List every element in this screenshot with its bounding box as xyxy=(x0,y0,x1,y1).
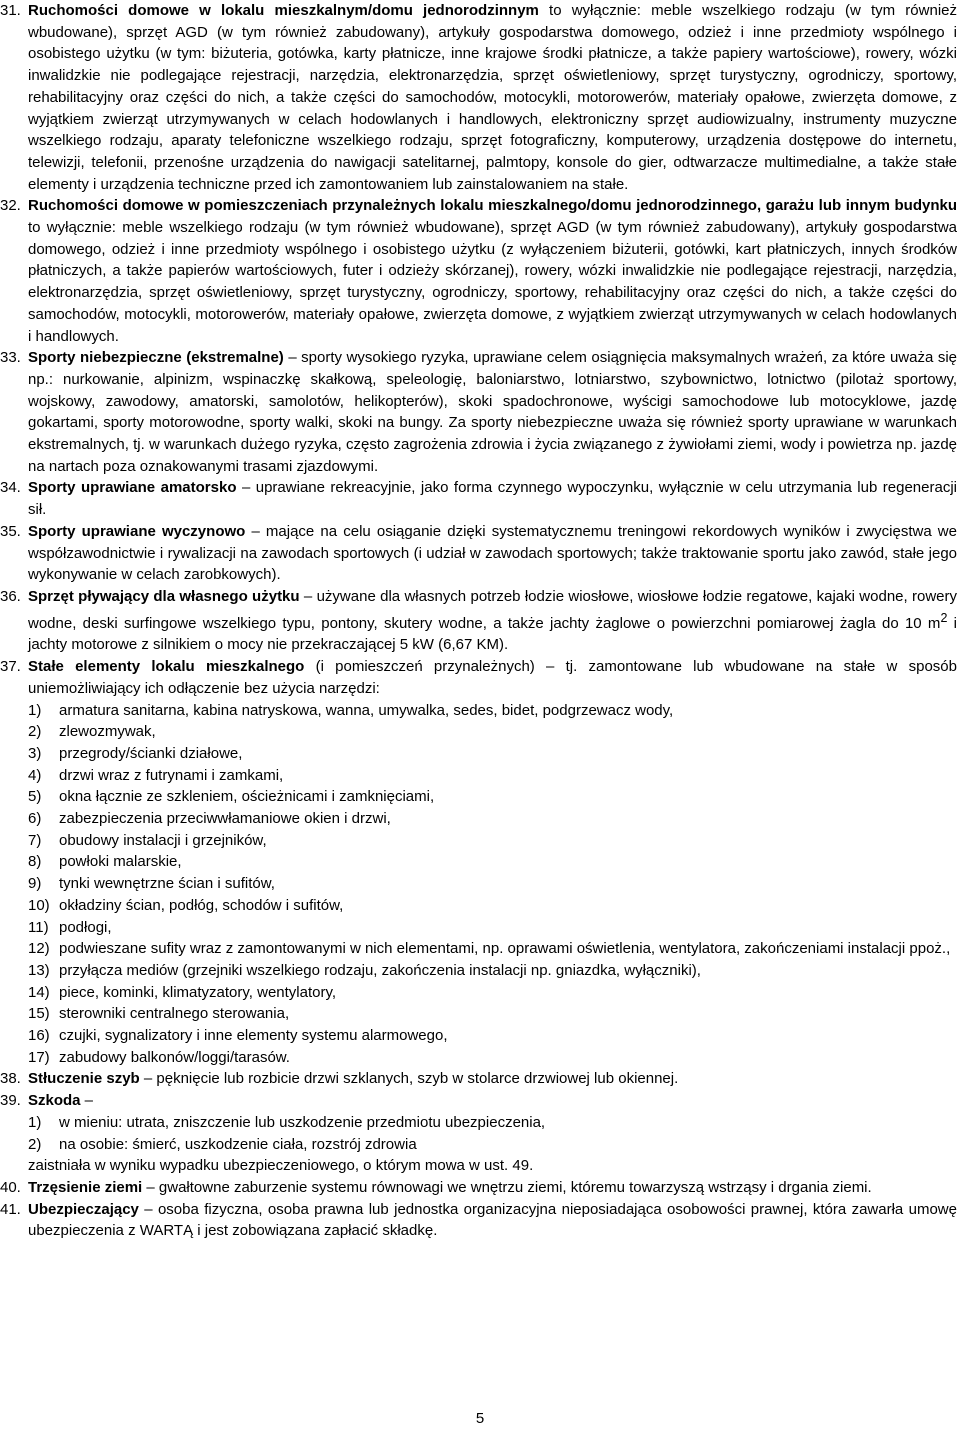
list-number: 16) xyxy=(28,1027,50,1045)
list-item xyxy=(28,786,957,808)
item-text xyxy=(28,1090,957,1177)
list-text: sterowniki centralnego sterowania, xyxy=(59,1005,290,1023)
term: Stłuczenie szyb xyxy=(28,1070,140,1088)
list-number: 12) xyxy=(28,940,50,958)
list-text: tynki wewnętrzne ścian i sufitów, xyxy=(59,875,275,893)
list-number: 7) xyxy=(28,831,42,849)
list-text: obudowy instalacji i grzejników, xyxy=(59,831,267,849)
list-text: czujki, sygnalizatory i inne elementy systemu alarmowego, xyxy=(59,1027,448,1045)
list-text: w mieniu: utrata, zniszczenie lub uszkodzenie przedmiotu ubezpieczenia, xyxy=(59,1113,546,1131)
term: Trzęsienie ziemi xyxy=(28,1178,143,1196)
list-item xyxy=(28,917,957,939)
item-text xyxy=(28,586,957,656)
item-text xyxy=(28,1199,957,1242)
definition-38 xyxy=(0,1068,960,1090)
definition-37 xyxy=(0,656,960,1068)
list-number: 13) xyxy=(28,961,50,979)
definition: – sporty wysokiego ryzyka, uprawiane celem osiągnięcia maksymalnych wrażeń, za które uważa się np.: nurkowanie, alpinizm, wspinaczkę skałkową, speleologię, baloniarstwo, lotniarstwo, szybownictwo, lotnictwo (pilotaż sportowy, wojskowy, zawodowy, amatorski, samolotów, helikopterów), skoki spadochronowe, wyścigi samochodowe lub motocyklowe, jazdę gokartami, sporty motorowodne, sporty walki, skoki na bungy. Za sporty niebezpieczne uważa się również sporty uprawiane w warunkach ekstremalnych, tj. w warunkach dużego ryzyka, często zagrożenia zdrowia i życia związanego z żywiołami ziemi, wody i powietrza np. jazdę na nartach poza oznakowanymi trasami zjazdowymi. xyxy=(28,349,957,475)
definition-31 xyxy=(0,0,960,195)
list-text: na osobie: śmierć, uszkodzenie ciała, rozstrój zdrowia xyxy=(59,1135,417,1153)
list-item xyxy=(28,851,957,873)
list-text: okna łącznie ze szkleniem, ościeżnicami i zamknięciami, xyxy=(59,788,435,806)
item-number: 40. xyxy=(0,1178,21,1196)
term: Ubezpieczający xyxy=(28,1200,139,1218)
list-item xyxy=(28,1047,957,1069)
definition-39 xyxy=(0,1090,960,1177)
list-item xyxy=(28,895,957,917)
sub-list xyxy=(28,700,957,1069)
list-number: 9) xyxy=(28,875,42,893)
definition: to wyłącznie: meble wszelkiego rodzaju (w tym również wbudowane), sprzęt AGD (w tym również zabudowany), artykuły gospodarstwa domowego, odzież i inne przedmioty wspólnego i osobistego użytku (z wyłączeniem biżuterii, gotówki, kart płatniczych, innych środków płatniczych, a także papierów wartościowych, futer i odzieży skórzanej), rowery, wózki inwalidzkie nie podlegające rejestracji, narzędzia, elektronarzędzia, sprzęt oświetleniowy, sprzęt turystyczny, ogrodniczy, sportowy, rehabilitacyjny oraz części do nich, a także części do samochodów, motocykli, motorowerów, materiały opałowe, zwierzęta domowe, z wyjątkiem zwierząt utrzymywanych w celach hodowlanych i handlowych. xyxy=(28,219,957,345)
definition: – osoba fizyczna, osoba prawna lub jednostka organizacyjna nieposiadająca osobowości prawnej, która zawarła umowę ubezpieczenia z WARTĄ i jest zobowiązana zapłacić składkę. xyxy=(28,1200,957,1240)
item-text xyxy=(28,195,957,347)
term: Sprzęt pływający dla własnego użytku xyxy=(28,587,300,605)
list-item xyxy=(28,873,957,895)
list-number: 2) xyxy=(28,723,42,741)
definition-trailer: zaistniała w wyniku wypadku ubezpieczeniowego, o którym mowa w ust. 49. xyxy=(28,1157,534,1175)
definition: – używane dla własnych potrzeb łodzie wiosłowe, wiosłowe łodzie regatowe, kajaki wodne, rowery wodne, deski surfingowe wszelkiego typu, pontony, skutery wodne, a także jachty żaglowe o powierzchni pomiarowej żagla do 10 m xyxy=(28,587,958,632)
definition-40 xyxy=(0,1177,960,1199)
item-number: 32. xyxy=(0,197,21,215)
list-number: 8) xyxy=(28,853,42,871)
item-text xyxy=(28,477,957,520)
item-number: 38. xyxy=(0,1070,21,1088)
list-item xyxy=(28,1112,957,1134)
list-number: 5) xyxy=(28,788,42,806)
list-number: 3) xyxy=(28,744,42,762)
list-item xyxy=(28,982,957,1004)
item-number: 36. xyxy=(0,587,21,605)
item-text xyxy=(28,1068,957,1090)
definition-41 xyxy=(0,1199,960,1242)
definition: – uprawiane rekreacyjnie, jako forma czynnego wypoczynku, wyłącznie w celu utrzymania lub regeneracji sił. xyxy=(28,479,957,519)
list-number: 4) xyxy=(28,766,42,784)
list-item xyxy=(28,938,957,960)
list-number: 1) xyxy=(28,701,42,719)
definition: – pęknięcie lub rozbicie drzwi szklanych, szyb w stolarce drzwiowej lub okiennej. xyxy=(139,1070,679,1088)
term: Sporty uprawiane wyczynowo xyxy=(28,522,246,540)
list-item xyxy=(28,1025,957,1047)
term: Ruchomości domowe w lokalu mieszkalnym/domu jednorodzinnym xyxy=(28,2,539,19)
list-text: powłoki malarskie, xyxy=(59,853,182,871)
list-item xyxy=(28,721,957,743)
superscript: 2 xyxy=(940,610,948,625)
definition-33 xyxy=(0,347,960,477)
list-number: 14) xyxy=(28,983,50,1001)
definition-32 xyxy=(0,195,960,347)
list-text: zlewozmywak, xyxy=(59,723,156,741)
list-text: okładziny ścian, podłóg, schodów i sufitów, xyxy=(59,896,344,914)
list-text: zabudowy balkonów/loggi/tarasów. xyxy=(59,1048,290,1066)
list-number: 6) xyxy=(28,810,42,828)
list-item xyxy=(28,808,957,830)
term: Sporty niebezpieczne (ekstremalne) xyxy=(28,349,284,367)
list-text: podwieszane sufity wraz z zamontowanymi w nich elementami, np. oprawami oświetlenia, wentylatora, zakończeniami instalacji ppoż., xyxy=(59,940,951,958)
list-item xyxy=(28,1003,957,1025)
list-item xyxy=(28,743,957,765)
item-number: 37. xyxy=(0,658,21,676)
page-number: 5 xyxy=(475,1410,485,1427)
item-text xyxy=(28,347,957,477)
definition: – mające na celu osiąganie dzięki systematycznemu treningowi rekordowych wyników i zwycięstwa we współzawodnictwie i rywalizacji na zawodach sportowych (i udział w zawodach sportowych; także traktowanie sportu jako zawód, stałe jego wykonywanie w celach zarobkowych). xyxy=(28,522,957,584)
item-number: 39. xyxy=(0,1092,21,1110)
list-item xyxy=(28,830,957,852)
list-number: 17) xyxy=(28,1048,50,1066)
list-item xyxy=(28,765,957,787)
list-text: zabezpieczenia przeciwwłamaniowe okien i drzwi, xyxy=(59,810,391,828)
list-number: 2) xyxy=(28,1135,42,1153)
list-number: 11) xyxy=(28,918,49,936)
list-number: 15) xyxy=(28,1005,50,1023)
list-text: armatura sanitarna, kabina natryskowa, wanna, umywalka, sedes, bidet, podgrzewacz wody, xyxy=(59,701,674,719)
sub-list xyxy=(28,1112,957,1155)
item-text xyxy=(28,1177,957,1199)
list-text: przegrody/ścianki działowe, xyxy=(59,744,243,762)
item-number: 33. xyxy=(0,349,21,367)
term: Ruchomości domowe w pomieszczeniach przynależnych lokalu mieszkalnego/domu jednorodzinnego, garażu lub innym budynku xyxy=(28,197,957,215)
item-number: 34. xyxy=(0,479,21,497)
list-number: 1) xyxy=(28,1113,42,1131)
term: Szkoda xyxy=(28,1092,81,1110)
definition-34 xyxy=(0,477,960,520)
definition-continued: i jachty motorowe z silnikiem o mocy nie przekraczającej 5 kW (6,67 KM). xyxy=(28,614,958,654)
definition: (i pomieszczeń przynależnych) – tj. zamontowane lub wbudowane na stałe w sposób uniemożliwiający ich odłączenie bez użycia narzędzi: xyxy=(28,658,957,697)
term: Stałe elementy lokalu mieszkalnego xyxy=(28,658,305,676)
term: Sporty uprawiane amatorsko xyxy=(28,479,237,497)
list-item xyxy=(28,1134,957,1156)
list-text: podłogi, xyxy=(59,918,112,936)
definition: to wyłącznie: meble wszelkiego rodzaju (w tym również wbudowane), sprzęt AGD (w tym również zabudowany), artykuły gospodarstwa domowego, odzież i inne przedmioty wspólnego i osobistego użytku (w tym: biżuteria, gotówka, karty płatnicze, inne krajowe środki płatnicze, a także papiery wartościowe), rowery, wózki inwalidzkie nie podlegające rejestracji, narzędzia, elektronarzędzia, sprzęt oświetleniowy, sprzęt turystyczny, ogrodniczy, sportowy, rehabilitacyjny oraz części do nich, a także części do samochodów, motocykli, motorowerów, materiały opałowe, zwierzęta domowe, z wyjątkiem zwierząt utrzymywanych w celach hodowlanych i handlowych, elektroniczny sprzęt audiowizualny, instrumenty muzyczne wszelkiego rodzaju, aparaty telefoniczne wszelkiego rodzaju, sprzęt fotograficzny, komputerowy, urządzenia dostępowe do internetu, telewizji, telefonii, przenośne urządzenia do nawigacji satelitarnej, palmtopy, konsole do gier, odtwarzacze multimedialne, a także stałe elementy i urządzenia techniczne przed ich zamontowaniem lub zainstalowaniem na stałe. xyxy=(28,2,957,193)
definition-35 xyxy=(0,521,960,586)
definition: – xyxy=(80,1092,94,1110)
list-text: piece, kominki, klimatyzatory, wentylatory, xyxy=(59,983,337,1001)
list-number: 10) xyxy=(28,896,50,914)
item-number: 31. xyxy=(0,2,21,19)
list-text: drzwi wraz z futrynami i zamkami, xyxy=(59,766,284,784)
item-text xyxy=(28,656,957,1068)
definition: – gwałtowne zaburzenie systemu równowagi we wnętrzu ziemi, któremu towarzyszą wstrząsy i drgania ziemi. xyxy=(142,1178,872,1196)
definition-36 xyxy=(0,586,960,656)
item-text xyxy=(28,521,957,586)
list-text: przyłącza mediów (grzejniki wszelkiego rodzaju, zakończenia instalacji np. gniazdka, wyłączniki), xyxy=(59,961,701,979)
item-text xyxy=(28,0,957,195)
list-item xyxy=(28,700,957,722)
item-number: 41. xyxy=(0,1200,21,1218)
list-item xyxy=(28,960,957,982)
item-number: 35. xyxy=(0,522,21,540)
